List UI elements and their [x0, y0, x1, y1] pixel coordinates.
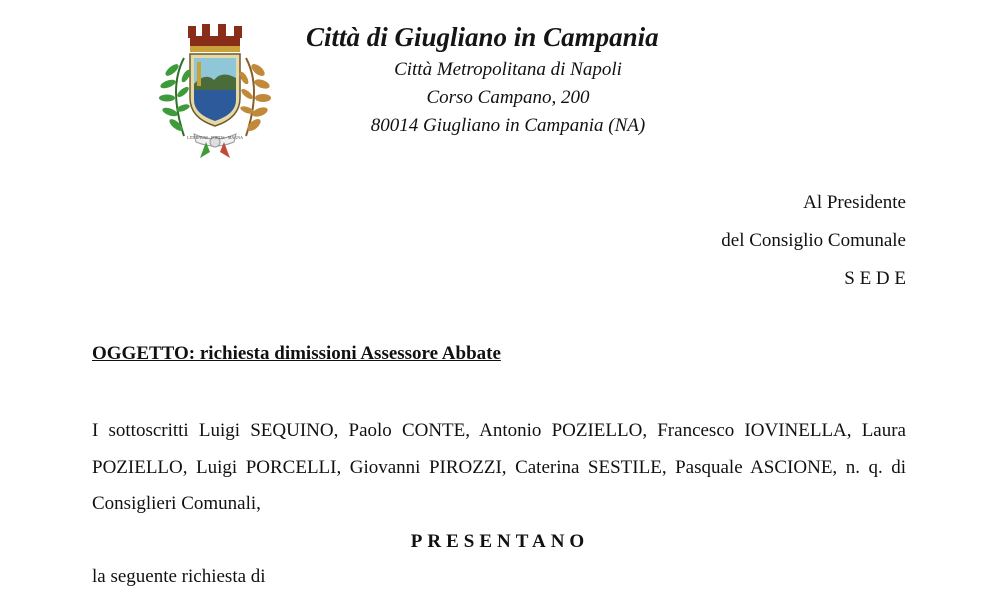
- closing-line: la seguente richiesta di: [92, 566, 266, 587]
- recipient-line-1: Al Presidente: [803, 192, 906, 213]
- action-heading: PRESENTANO: [410, 531, 590, 552]
- recipient-line-3: S E D E: [844, 268, 906, 289]
- crest-motto: LITERNUM · FORTIS · MAGNA: [187, 135, 243, 140]
- crown-icon: [188, 24, 242, 52]
- header-postal-line: 80014 Giugliano in Campania (NA): [370, 115, 646, 136]
- municipal-crest-icon: [150, 18, 278, 162]
- header-street-line: Corso Campano, 200: [426, 87, 590, 108]
- header-metro-line: Città Metropolitana di Napoli: [394, 59, 622, 80]
- subject-line: OGGETTO: richiesta dimissioni Assessore Abbate: [92, 343, 501, 364]
- city-name: Città di Giugliano in Campania: [306, 22, 659, 52]
- body-paragraph: I sottoscritti Luigi SEQUINO, Paolo CONTE, Antonio POZIELLO, Francesco IOVINELLA, Laura POZIELLO, Luigi PORCELLI, Giovanni PIROZZI, Caterina SESTILE, Pasquale ASCIONE, n. q. di Consiglieri Comunali,: [92, 420, 906, 514]
- recipient-line-2: del Consiglio Comunale: [721, 230, 906, 251]
